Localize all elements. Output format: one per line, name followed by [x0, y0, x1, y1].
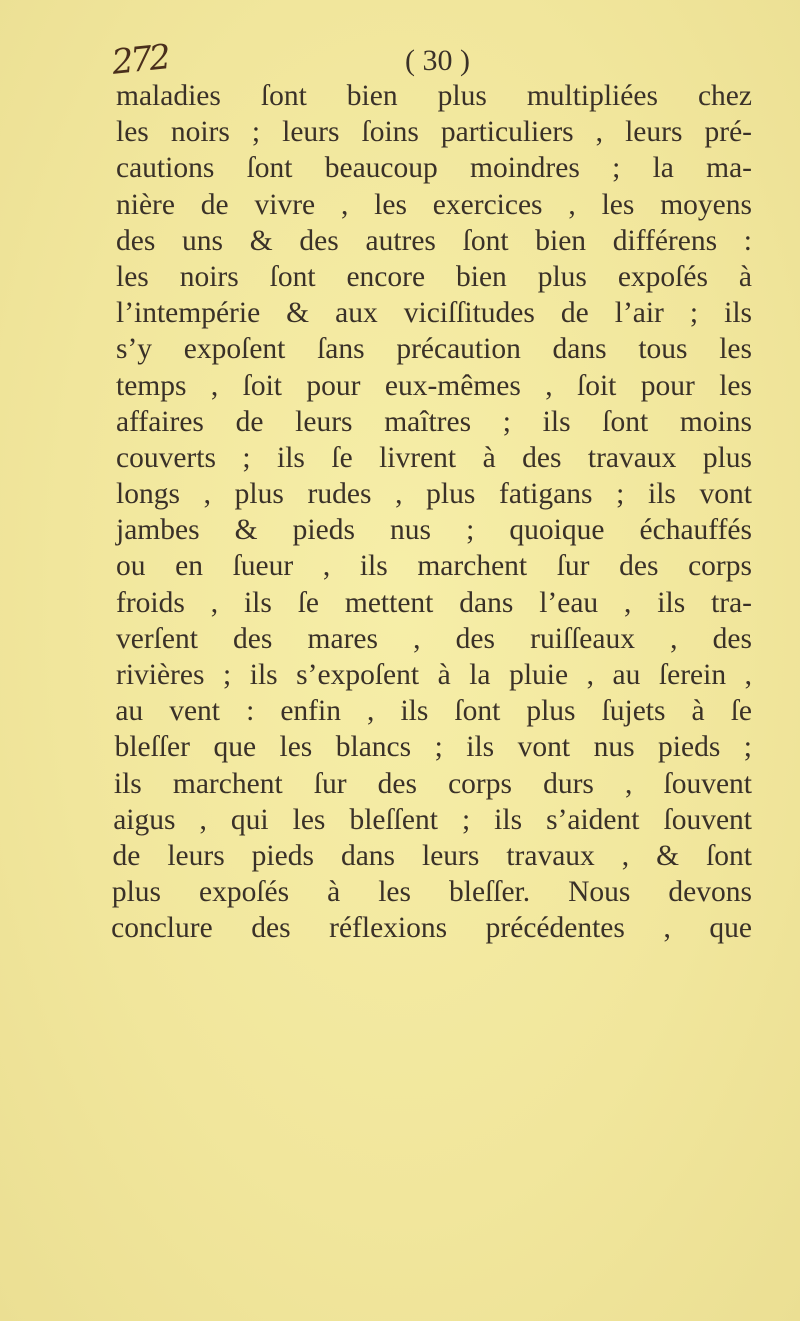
text-line: conclure des réflexions précédentes , que: [111, 912, 752, 945]
text-line: bleſſer que les blancs ; ils vont nus pieds ;: [114, 731, 752, 764]
page-number: ( 30 ): [405, 44, 470, 77]
text-line: ils marchent ſur des corps durs , ſouvent: [113, 767, 752, 800]
text-line: verſent des mares , des ruiſſeaux , des: [116, 622, 752, 655]
body-text: [111, 78, 752, 947]
text-line: les noirs ; leurs ſoins particuliers , leurs pré-: [116, 116, 752, 149]
text-line: au vent : enfin , ils ſont plus ſujets à ſe: [115, 695, 752, 728]
text-line: maladies ſont bien plus multipliées chez: [116, 80, 752, 112]
text-line: affaires de leurs maîtres ; ils ſont moins: [116, 405, 752, 438]
text-line: longs , plus rudes , plus fatigans ; ils vont: [116, 478, 752, 511]
text-line: des uns & des autres ſont bien différens :: [116, 224, 752, 257]
text-line: froids , ils ſe mettent dans l’eau , ils tra-: [116, 586, 752, 619]
text-line: couverts ; ils ſe livrent à des travaux plus: [116, 441, 752, 474]
handwritten-mark: 272: [110, 37, 170, 83]
text-line: les noirs ſont encore bien plus expoſés à: [116, 260, 752, 293]
text-line: aigus , qui les bleſſent ; ils s’aident ſouvent: [113, 803, 752, 836]
text-line: cautions ſont beaucoup moindres ; la ma-: [116, 152, 752, 185]
text-line: temps , ſoit pour eux-mêmes , ſoit pour les: [116, 369, 752, 402]
text-line: ou en ſueur , ils marchent ſur des corps: [116, 550, 752, 583]
text-line: plus expoſés à les bleſſer. Nous devons: [111, 876, 752, 909]
text-line: l’intempérie & aux viciſſitudes de l’air ; ils: [116, 297, 752, 330]
text-line: de leurs pieds dans leurs travaux , & ſont: [112, 839, 752, 872]
text-line: jambes & pieds nus ; quoique échauffés: [116, 514, 752, 547]
text-line: nière de vivre , les exercices , les moyens: [116, 188, 752, 221]
text-line: s’y expoſent ſans précaution dans tous les: [116, 333, 752, 366]
text-line: rivières ; ils s’expoſent à la pluie , au ſerein ,: [116, 659, 752, 691]
